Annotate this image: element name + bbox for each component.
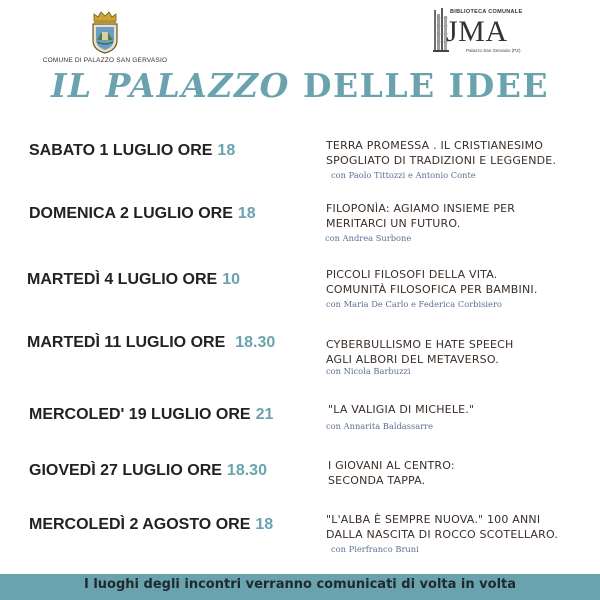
event-hour: 18.30 (226, 462, 267, 479)
event-date (27, 334, 275, 352)
event-hour: 18 (237, 205, 256, 222)
library-logo-text: JMA (446, 15, 508, 48)
event-item (0, 268, 600, 321)
event-date-text: GIOVEDÌ 27 LUGLIO ORE (29, 462, 222, 479)
event-speaker: con Annarita Baldassarre (326, 421, 434, 431)
event-item (0, 459, 600, 512)
event-hour: 18.30 (235, 334, 276, 351)
event-item (0, 139, 600, 192)
event-item (0, 202, 600, 255)
library-subtitle: Palazzo San Gervasio (PZ) (466, 48, 521, 53)
footer-banner: I luoghi degli incontri verranno comunicati di volta in volta (0, 574, 600, 600)
event-date-text: DOMENICA 2 LUGLIO ORE (29, 205, 233, 222)
event-hour: 10 (222, 271, 241, 288)
event-date (29, 516, 273, 534)
event-title: I GIOVANI AL CENTRO: SECONDA TAPPA. (328, 459, 455, 487)
event-speaker: con Pierfranco Bruni (331, 544, 419, 554)
event-title: CYBERBULLISMO E HATE SPEECH AGLI ALBORI DEL METAVERSO. (326, 338, 514, 366)
event-speaker: con Andrea Surbone (325, 233, 412, 243)
event-item (0, 334, 600, 384)
title-part-regular: DELLE IDEE (302, 66, 550, 105)
event-date (29, 406, 273, 424)
event-hour: 21 (255, 406, 274, 423)
event-item (0, 513, 600, 566)
municipal-crest-icon (89, 10, 121, 54)
title-part-italic: IL PALAZZO (50, 66, 290, 105)
comune-logo (0, 10, 210, 64)
event-date (27, 271, 240, 289)
event-item (0, 403, 600, 456)
event-date (29, 142, 235, 160)
event-date (29, 205, 256, 223)
event-title: TERRA PROMESSA . IL CRISTIANESIMO SPOGLIATO DI TRADIZIONI E LEGGENDE. (326, 139, 557, 167)
event-speaker: con Paolo Tittozzi e Antonio Conte (331, 170, 476, 180)
page-title (0, 66, 600, 105)
event-date-text: MARTEDÌ 4 LUGLIO ORE (27, 271, 218, 288)
event-hour: 18 (255, 516, 274, 533)
event-date-text: MERCOLEDÌ 2 AGOSTO ORE (29, 516, 251, 533)
event-title: FILOPONÌA: AGIAMO INSIEME PER MERITARCI UN FUTURO. (326, 202, 516, 230)
event-speaker: con Maria De Carlo e Federica Corbisiero (326, 299, 502, 309)
event-title: "L'ALBA È SEMPRE NUOVA." 100 ANNI DALLA NASCITA DI ROCCO SCOTELLARO. (326, 513, 559, 541)
event-speaker: con Nicola Barbuzzi (326, 366, 411, 376)
event-title: PICCOLI FILOSOFI DELLA VITA. COMUNITÀ FILOSOFICA PER BAMBINI. (326, 268, 538, 296)
comune-label: COMUNE DI PALAZZO SAN GERVASIO (42, 57, 168, 64)
event-date-text: MARTEDÌ 11 LUGLIO ORE (27, 334, 226, 351)
event-date (29, 462, 267, 480)
event-title: "LA VALIGIA DI MICHELE." (328, 403, 475, 416)
event-date-text: MERCOLED' 19 LUGLIO ORE (29, 406, 251, 423)
library-logo (432, 6, 542, 58)
library-label: BIBLIOTECA COMUNALE (450, 9, 523, 15)
event-hour: 18 (217, 142, 236, 159)
event-date-text: SABATO 1 LUGLIO ORE (29, 142, 213, 159)
